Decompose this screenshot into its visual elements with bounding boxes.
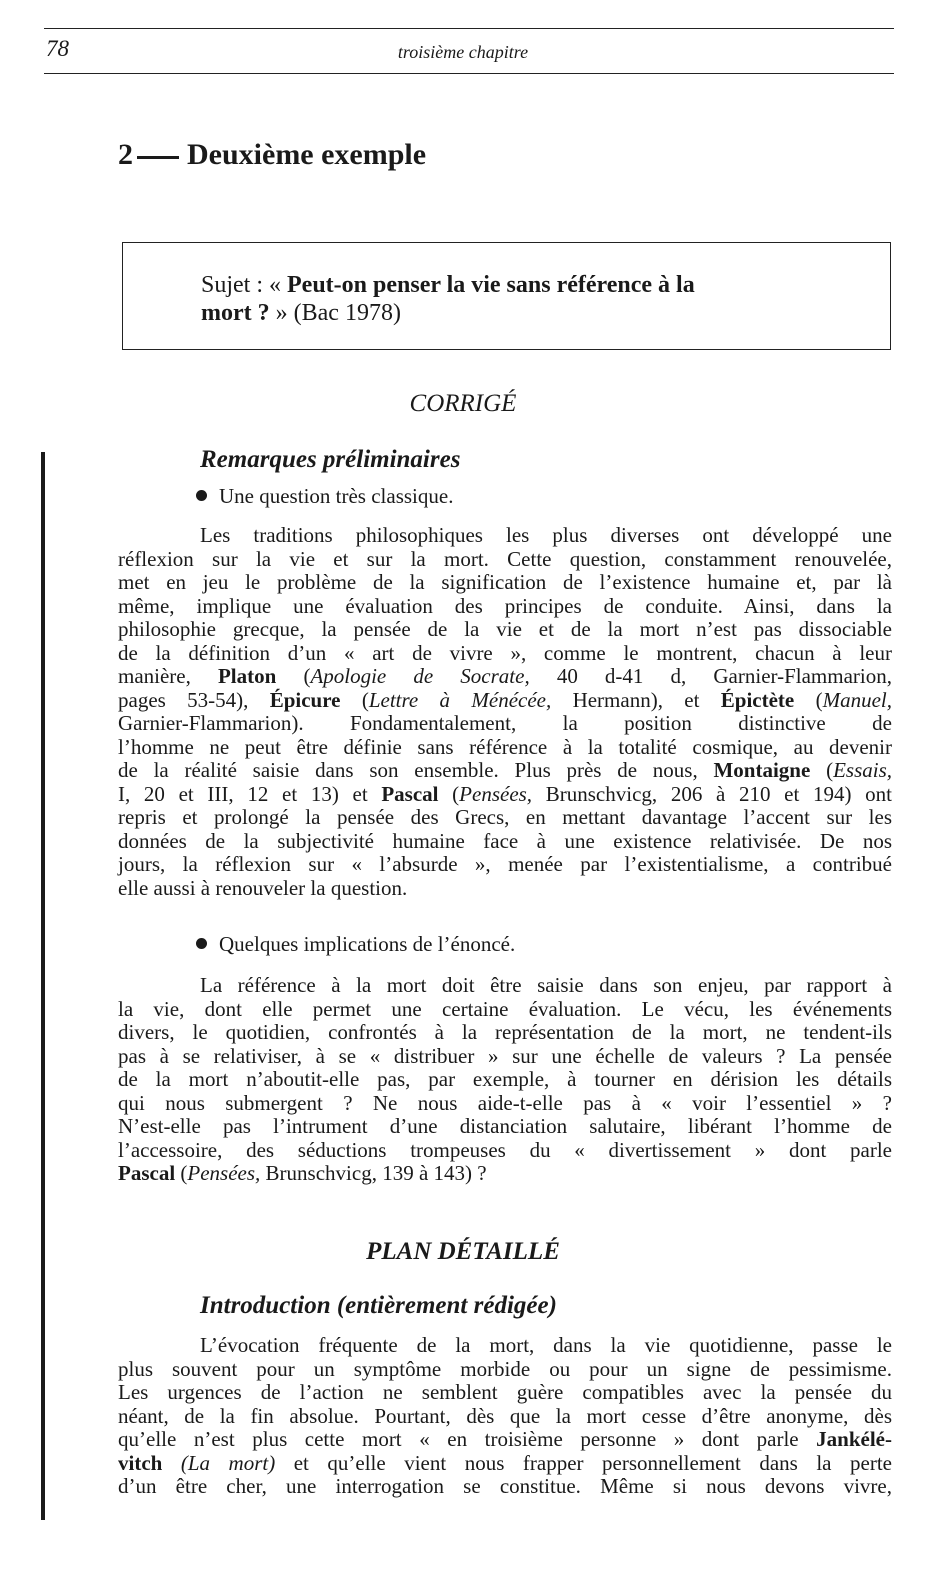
text-line: la vie, dont elle permet une certaine évaluation. Le vécu, les événements [118, 996, 892, 1021]
text-line: La référence à la mort doit être saisie dans son enjeu, par rapport à [200, 973, 892, 997]
text-line: repris et prolongé la pensée des Grecs, en mettant davantage l’accent sur les [118, 805, 892, 829]
bullet-text: Une question très classique. [219, 484, 454, 508]
subject-question-end: mort ? [201, 300, 270, 326]
paragraph-reference [118, 974, 892, 1186]
margin-bar [41, 452, 45, 1520]
text-line: qui nous submergent ? Ne nous aide-t-elle pas à « voir l’essentiel » ? [118, 1090, 892, 1115]
text-line: pages 53-54), Épicure (Lettre à Ménécée, Hermann), et Épictète (Manuel, [118, 687, 892, 712]
text-line: de la réalité saisie dans son ensemble. Plus près de nous, Montaigne (Essais, [118, 758, 892, 782]
text-line: de la définition d’un « art de vivre », comme le montrent, chacun à leur [118, 640, 892, 665]
text-line: l’homme ne peut être définie sans référence à la totalité cosmique, au devenir [118, 734, 892, 759]
section-dash [137, 156, 179, 159]
author-epicure: Épicure [269, 687, 341, 712]
corrige-heading: CORRIGÉ [409, 390, 517, 417]
text-line: elle aussi à renouveler la question. [118, 875, 408, 900]
paragraph-traditions [118, 524, 892, 900]
running-head: troisième chapitre [397, 42, 529, 62]
text-line: pas à se relativiser, à se « distribuer » sur une échelle de valeurs ? La pensée [118, 1043, 892, 1068]
subject-suffix: » (Bac 1978) [269, 300, 401, 326]
bullet-text: Quelques implications de l’énoncé. [219, 932, 516, 956]
text-line: même, implique une évaluation des principes de conduite. Ainsi, dans la [118, 593, 892, 618]
text-line: philosophie grecque, la pensée de la vie et de la mort n’est pas dissociable [118, 617, 892, 641]
section-heading [118, 138, 426, 172]
text-line: l’accessoire, des séductions trompeuses du « divertissement » dont parle [118, 1137, 892, 1162]
text-line: données de la subjectivité humaine face à une existence relativisée. De nos [118, 828, 892, 853]
author-platon: Platon [217, 664, 277, 688]
intro-heading: Introduction (entièrement rédigée) [200, 1292, 557, 1319]
subject-prefix: Sujet : « [201, 272, 288, 298]
author-jankelevitch: vitch [118, 1450, 163, 1475]
subject-question: Peut-on penser la vie sans référence à la [287, 272, 695, 298]
author-pascal: Pascal [381, 781, 439, 806]
bullet-icon [196, 490, 207, 501]
text-line: d’un être cher, une interrogation se constitue. Même si nous devons vivre, [118, 1474, 892, 1498]
plan-heading: PLAN DÉTAILLÉ [366, 1238, 560, 1265]
text-line: néant, de la fin absolue. Pourtant, dès que la mort cesse d’être anonyme, dès [118, 1403, 892, 1428]
subject-box [122, 242, 891, 350]
page-number: 78 [46, 36, 69, 61]
text-line: plus souvent pour un symptôme morbide ou pour un signe de pessimisme. [118, 1356, 892, 1381]
bullet-item [196, 484, 453, 509]
text-line: réflexion sur la vie et sur la mort. Cette question, constamment renouvelée, [118, 546, 892, 571]
author-pascal: Pascal [118, 1161, 176, 1185]
text-line: qu’elle n’est plus cette mort « en troisième personne » dont parle Jankélé- [118, 1427, 892, 1451]
paragraph-introduction [118, 1334, 892, 1499]
text-line: met en jeu le problème de la signification de l’existence humaine et, par là [118, 570, 892, 594]
text-line: N’est-elle pas l’intrument d’une distanciation salutaire, libérant l’homme de [118, 1114, 892, 1138]
section-title: Deuxième exemple [187, 138, 427, 171]
header-rule-bottom [44, 73, 894, 74]
text-line: divers, le quotidien, confrontés à la représentation de la mort, ne tendent-ils [118, 1020, 892, 1044]
author-jankelevitch: Jankélé- [816, 1427, 892, 1451]
text-line: L’évocation fréquente de la mort, dans la vie quotidienne, passe le [200, 1333, 892, 1357]
section-number: 2 [118, 138, 133, 171]
text-line: Garnier-Flammarion). Fondamentalement, la position distinctive de [118, 711, 892, 735]
header-rule-top [44, 28, 894, 29]
text-line: jours, la réflexion sur « l’absurde », menée par l’existentialisme, a contribué [118, 852, 892, 876]
bullet-item [196, 932, 515, 957]
text-line: manière, Platon (Apologie de Socrate, 40 d-41 d, Garnier-Flammarion, [118, 664, 892, 688]
subject-text [201, 271, 851, 327]
text-line: de la mort n’aboutit-elle pas, par exemple, à tourner en dérision les détails [118, 1067, 892, 1091]
text-line: I, 20 et III, 12 et 13) et Pascal (Pensées, Brunschvicg, 206 à 210 et 194) ont [118, 781, 892, 806]
remarques-heading: Remarques préliminaires [200, 446, 461, 473]
text-line: vitch (La mort) et qu’elle vient nous frapper personnellement dans la perte [118, 1450, 892, 1475]
text-line: Les urgences de l’action ne semblent guère compatibles avec la pensée du [118, 1380, 892, 1404]
author-montaigne: Montaigne [713, 758, 811, 782]
author-epictete: Épictète [720, 687, 795, 712]
text-line: Pascal (Pensées, Brunschvicg, 139 à 143) ? [118, 1161, 487, 1185]
bullet-icon [196, 938, 207, 949]
text-line: Les traditions philosophiques les plus diverses ont développé une [200, 523, 892, 547]
